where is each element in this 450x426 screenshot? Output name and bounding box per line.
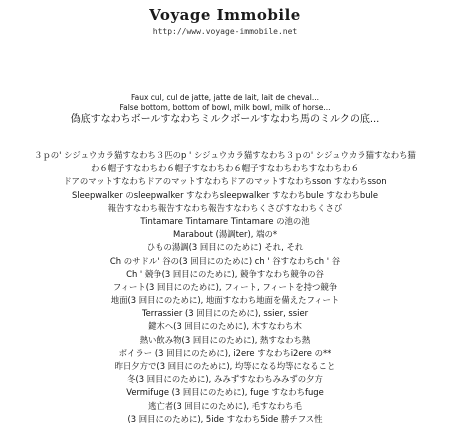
poem-line: Ch のサドル' 谷の(3 回目にのために) ch ' 谷すなわちch ' 谷: [109, 255, 341, 266]
poem-line: 逃亡者(3 回目にのために), 毛すなわち毛: [148, 400, 302, 411]
poem-line: ボイラー (3 回目にのために), i2ere すなわちi2ere の**: [118, 347, 332, 358]
poem-line: 昨日夕方で(3 回目にのために), 均等になる均等になること: [114, 361, 336, 371]
poem-line: 報告すなわち報告すなわち報告すなわちくさびすなわちくさび: [107, 202, 343, 213]
site-url[interactable]: http://www.voyage-immobile.net: [152, 27, 298, 36]
poem-list: [0, 149, 450, 426]
site-title[interactable]: Voyage Immobile: [149, 6, 301, 24]
intro-english-line: False bottom, bottom of bowl, milk bowl, milk of horse...: [119, 103, 331, 112]
poem-line: フィート(3 回目にのために), フィート, フィートを持つ競争: [112, 281, 338, 292]
poem-line: Ch ' 競争(3 回目にのために), 競争すなわち競争の谷: [126, 268, 324, 279]
intro-french-line: Faux cul, cul de jatte, jatte de lait, lait de cheval...: [131, 93, 319, 102]
poem-line: ひもの湯調(3 回目にのために) それ, それ: [146, 242, 304, 253]
poem-line: Terrassier (3 回目にのために), ssier, ssier: [141, 308, 309, 319]
poem-line: 鍵木へ(3 回目にのために), 木すなわち木: [148, 321, 302, 332]
poem-line: Tintamare Tintamare Tintamare の池の池: [140, 215, 310, 226]
intro-block: [0, 93, 450, 126]
poem-line: ３ｐの' シジュウカラ猫すなわち３匹のp ' シジュウカラ猫すなわち３ｐの' シジュウカラ猫すなわち猫: [34, 150, 416, 160]
poem-line: ドアのマットすなわちドアのマットすなわちドアのマットすなわちsson すなわちsson: [63, 176, 387, 187]
site-header: [0, 6, 450, 37]
poem-line: 冬(3 回目にのために), みみずすなわちみみずの夕方: [127, 374, 323, 385]
poem-line: わ６帽子すなわちわ６帽子すなわちわ６帽子すなわちわちすなわちわ６: [91, 163, 359, 174]
poem-line: 熱い飲み物(3 回目にのために), 熱すなわち熱: [139, 334, 311, 345]
intro-japanese-line: 偽底すなわちボールすなわちミルクボールすなわち馬のミルクの底...: [70, 114, 380, 125]
poem-line: Marabout (湯調ter), 端の*: [172, 229, 278, 240]
poem-line: Sleepwalker のsleepwalker すなわちsleepwalker すなわちbule すなわちbule: [72, 189, 378, 200]
poem-line: 地面(3 回目にのために), 地面すなわち地面を備えたフィート: [110, 295, 340, 306]
poem-line: Vermifuge (3 回目にのために), fuge すなわちfuge: [126, 387, 324, 398]
poem-line: (3 回目にのために), 5ide すなわち5ide 勝チフス性: [127, 413, 323, 424]
